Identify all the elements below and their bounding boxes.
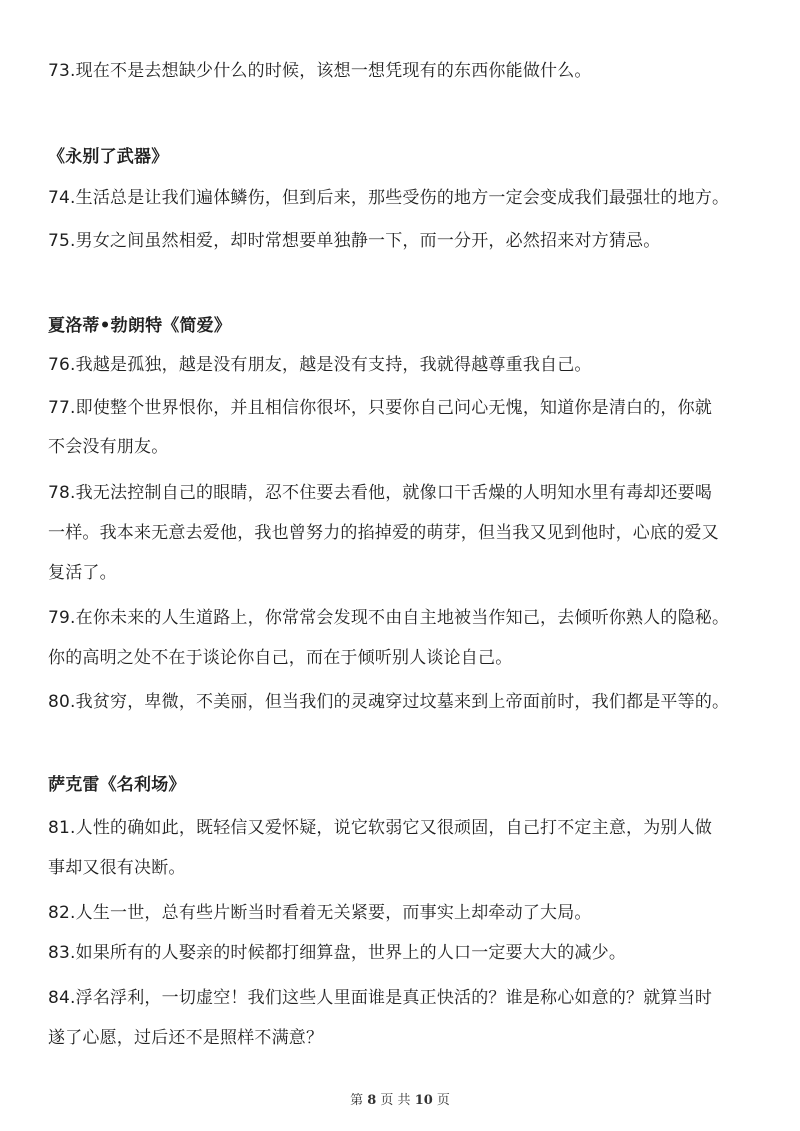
- text-line-79b: 你的高明之处不在于谈论你自己，而在于倾听别人谈论自己。: [48, 648, 513, 668]
- footer-prefix: 第: [350, 1093, 364, 1108]
- page-footer: [0, 1089, 800, 1108]
- text-line-78c: 复活了。: [48, 563, 117, 583]
- text-line-77b: 不会没有朋友。: [48, 437, 169, 457]
- text-line-80: 80.我贫穷，卑微，不美丽，但当我们的灵魂穿过坟墓来到上帝面前时，我们都是平等的。: [48, 692, 730, 712]
- footer-suffix: 页: [436, 1093, 450, 1108]
- text-line-79a: 79.在你未来的人生道路上，你常常会发现不由自主地被当作知己，去倾听你熟人的隐秘。: [48, 608, 730, 628]
- text-line-73: 73.现在不是去想缺少什么的时候，该想一想凭现有的东西你能做什么。: [48, 61, 592, 81]
- text-line-78b: 一样。我本来无意去爱他，我也曾努力的掐掉爱的萌芽，但当我又见到他时，心底的爱又: [48, 523, 719, 543]
- text-line-84b: 遂了心愿，过后还不是照样不满意？: [48, 1028, 324, 1048]
- text-line-84a: 84.浮名浮利，一切虚空！我们这些人里面谁是真正快活的？谁是称心如意的？就算当时: [48, 988, 713, 1008]
- text-line-81a: 81.人性的确如此，既轻信又爱怀疑，说它软弱它又很顽固，自己打不定主意，为别人做: [48, 818, 713, 838]
- text-line-78a: 78.我无法控制自己的眼睛，忍不住要去看他，就像口干舌燥的人明知水里有毒却还要喝: [48, 483, 713, 503]
- text-line-83: 83.如果所有的人娶亲的时候都打细算盘，世界上的人口一定要大大的减少。: [48, 943, 627, 963]
- text-line-74: 74.生活总是让我们遍体鳞伤，但到后来，那些受伤的地方一定会变成我们最强壮的地方。: [48, 188, 730, 208]
- text-line-82: 82.人生一世，总有些片断当时看着无关紧要，而事实上却牵动了大局。: [48, 903, 592, 923]
- section-heading-farewell-to-arms: 《永别了武器》: [48, 147, 169, 167]
- text-line-75: 75.男女之间虽然相爱，却时常想要单独静一下，而一分开，必然招来对方猜忌。: [48, 231, 661, 251]
- section-heading-vanity-fair: 萨克雷《名利场》: [48, 775, 186, 795]
- total-page-number: 10: [414, 1093, 433, 1108]
- section-heading-jane-eyre: 夏洛蒂•勃朗特《简爱》: [48, 316, 232, 336]
- footer-middle: 页 共: [380, 1093, 411, 1108]
- current-page-number: 8: [367, 1093, 377, 1108]
- text-line-77a: 77.即使整个世界恨你，并且相信你很坏，只要你自己问心无愧，知道你是清白的，你就: [48, 398, 713, 418]
- text-line-81b: 事却又很有决断。: [48, 858, 186, 878]
- text-line-76: 76.我越是孤独，越是没有朋友，越是没有支持，我就得越尊重我自己。: [48, 355, 592, 375]
